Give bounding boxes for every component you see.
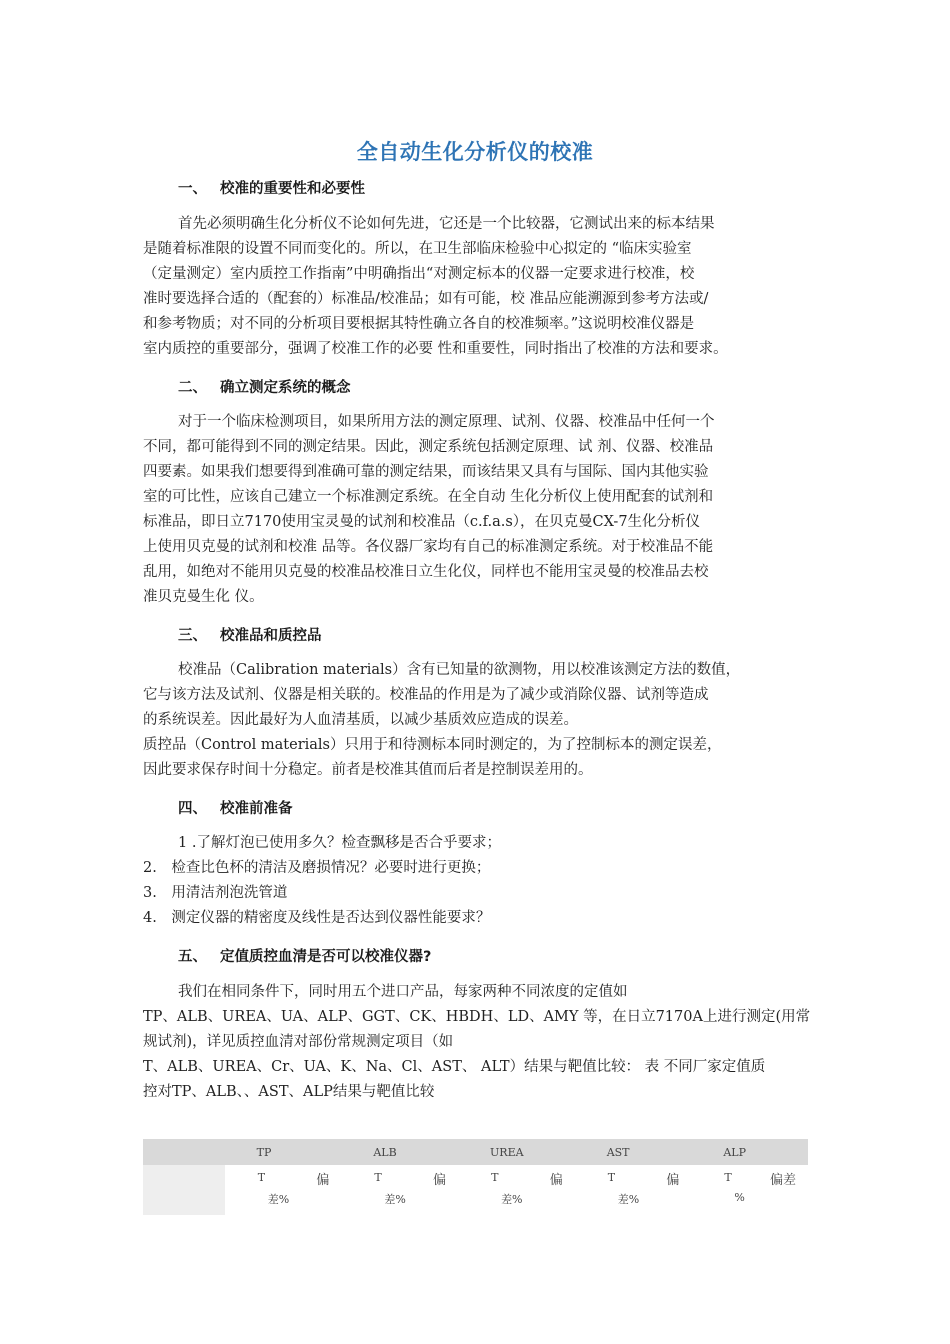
page-title: 全自动生化分析仪的校准: [356, 140, 594, 164]
section-title: 定值质控血清是否可以校准仪器?: [220, 949, 432, 965]
paragraph-line: 标准品，即日立7170使用宝灵曼的试剂和校准品（c.f.a.s），在贝克曼CX-7生化分析仪: [143, 514, 701, 530]
cell-bias-top: 偏: [666, 1173, 680, 1188]
list-item: 3. 用清洁剂泡洗管道: [143, 885, 288, 901]
cell-t: T: [257, 1171, 266, 1184]
cell-t: T: [607, 1171, 616, 1184]
paragraph-line: （定量测定）室内质控工作指南”中明确指出“对测定标本的仪器一定要求进行校准，校: [143, 266, 695, 282]
paragraph-line: 是随着标准限的设置不同而变化的。所以，在卫生部临床检验中心拟定的 “临床实验室: [143, 241, 692, 257]
table-header-cell: TP: [256, 1145, 272, 1159]
table-cell: [341, 1165, 458, 1215]
section-heading-1: [178, 177, 365, 198]
paragraph-line: 质控品（Control materials）只用于和待测标本同时测定的，为了控制标本的测定误差，: [143, 737, 722, 753]
table-cell: [225, 1165, 342, 1215]
paragraph-line: 首先必须明确生化分析仪不论如何先进，它还是一个比较器，它测试出来的标本结果: [178, 216, 715, 232]
cell-bias-bottom: 差%: [384, 1193, 406, 1206]
table-header-cell: ALP: [723, 1145, 747, 1159]
table-cell: [458, 1165, 575, 1215]
table-row-label-cell: [143, 1165, 225, 1215]
list-item: 1 .了解灯泡已使用多久？检查飘移是否合乎要求；: [178, 835, 501, 851]
cell-bias-bottom: 差%: [501, 1193, 523, 1206]
cell-bias-bottom: %: [734, 1191, 745, 1204]
section-number: 五、: [178, 949, 207, 965]
paragraph-line: 控对TP、ALB、、AST、ALP结果与靶值比较: [143, 1084, 435, 1100]
paragraph-line: 准贝克曼生化 仪。: [143, 589, 264, 605]
cell-bias-top: 偏: [549, 1173, 563, 1188]
paragraph-line: 准时要选择合适的（配套的）标准品/校准品；如有可能，校 准品应能溯源到参考方法或/: [143, 291, 709, 307]
paragraph-line: 我们在相同条件下，同时用五个进口产品，每家两种不同浓度的定值如: [178, 984, 628, 1000]
cell-t: T: [491, 1171, 499, 1184]
paragraph-line: 不同，都可能得到不同的测定结果。因此，测定系统包括测定原理、试 剂、仪器、校准品: [143, 439, 714, 455]
paragraph-line: 规试剂)，详见质控血清对部份常规测定项目（如: [143, 1034, 454, 1050]
section-heading-5: [178, 945, 431, 966]
list-item: 4. 测定仪器的精密度及线性是否达到仪器性能要求？: [143, 910, 491, 926]
paragraph-line: 对于一个临床检测项目，如果所用方法的测定原理、试剂、仪器、校准品中任何一个: [178, 414, 715, 430]
paragraph-line: 室内质控的重要部分，强调了校准工作的必要 性和重要性，同时指出了校准的方法和要求。: [143, 341, 728, 357]
list-item: 2. 检查比色杯的清洁及磨损情况？必要时进行更换；: [143, 860, 491, 876]
paragraph-line: 四要素。如果我们想要得到准确可靠的测定结果，而该结果又具有与国际、国内其他实验: [143, 464, 709, 480]
paragraph-line: 乱用，如绝对不能用贝克曼的校准品校准日立生化仪，同样也不能用宝灵曼的校准品去校: [143, 564, 709, 580]
section-number: 二、: [178, 380, 207, 396]
paragraph-line: 和参考物质；对不同的分析项目要根据其特性确立各自的校准频率。”这说明校准仪器是: [143, 316, 695, 332]
section-heading-2: [178, 376, 351, 397]
table-row: [143, 1165, 808, 1215]
table-header-cell: AST: [606, 1145, 630, 1159]
cell-bias-top: 偏: [433, 1173, 447, 1188]
paragraph-line: 它与该方法及试剂、仪器是相关联的。校准品的作用是为了减少或消除仪器、试剂等造成: [143, 687, 709, 703]
paragraph-line: 因此要求保存时间十分稳定。前者是校准其值而后者是控制误差用的。: [143, 762, 593, 778]
paragraph-line: TP、ALB、UREA、UA、ALP、GGT、CK、HBDH、LD、AMY 等，在日立7170A上进行测定(用常: [143, 1009, 811, 1025]
section-heading-4: [178, 797, 293, 818]
section-number: 一、: [178, 181, 207, 197]
cell-bias-bottom: 差%: [617, 1193, 640, 1206]
paragraph-line: 的系统误差。因此最好为人血清基质，以减少基质效应造成的误差。: [143, 712, 578, 728]
section-title: 确立测定系统的概念: [220, 380, 351, 396]
cell-bias-bottom: 差%: [267, 1193, 290, 1206]
cell-bias-top: 偏差: [770, 1173, 797, 1188]
section-title: 校准品和质控品: [220, 628, 322, 644]
paragraph-line: 校准品（Calibration materials）含有已知量的欲测物，用以校准该测定方法的数值，: [178, 662, 741, 678]
paragraph-line: T、ALB、UREA、Cr、UA、K、Na、Cl、AST、 ALT）结果与靶值比较： 表 不同厂家定值质: [143, 1059, 766, 1075]
cell-t: T: [724, 1171, 732, 1184]
section-heading-3: [178, 624, 322, 645]
table-cell: [575, 1165, 692, 1215]
table-header-cell: ALB: [373, 1145, 397, 1159]
section-title: 校准的重要性和必要性: [220, 181, 365, 197]
table-cell: [691, 1165, 808, 1215]
section-title: 校准前准备: [220, 801, 293, 817]
cell-t: T: [374, 1171, 382, 1184]
table-header-row: [143, 1139, 808, 1165]
comparison-table: [143, 1139, 808, 1215]
section-number: 四、: [178, 801, 207, 817]
section-number: 三、: [178, 628, 207, 644]
cell-bias-top: 偏: [316, 1173, 330, 1188]
table-header-cell: UREA: [490, 1145, 524, 1159]
paragraph-line: 室的可比性，应该自己建立一个标准测定系统。在全自动 生化分析仪上使用配套的试剂和: [143, 489, 714, 505]
paragraph-line: 上使用贝克曼的试剂和校准 品等。各仪器厂家均有自己的标准测定系统。对于校准品不能: [143, 539, 714, 555]
